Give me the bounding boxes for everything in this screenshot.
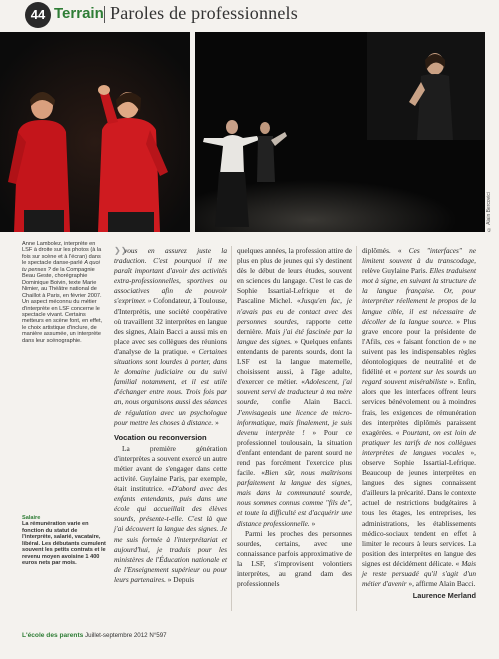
text: ». Enfin, alors que les interfaces offrent leurs services bénévolement ou à moindres frais, les exigences de rémunération des interprètes diplômés paraissent exagérées. « — [362, 377, 476, 437]
paragraph — [237, 246, 352, 529]
paragraph — [114, 444, 227, 585]
magazine-name: L'école des parents — [22, 632, 84, 639]
quote: Elles traduisent mot à signe, en suivant la structure de la langue française. Or, pour interpréter réellement le propos de la langue cible, il est nécessaire de décoller de la langue source. — [362, 266, 476, 326]
quote: Ces "interfaces" ne limitent souvent à du transcodage, — [362, 246, 477, 266]
salary-box — [22, 515, 106, 567]
quote: Pourtant, on est loin de pratiquer les tarifs de nos collègues interprètes de langues vocales — [362, 427, 477, 457]
quote: vous en assurez juste la traduction. C'est pourquoi il me paraît important d'avoir des activités extra-professionnelles, sportives ou associatives afin de pouvoir s'exprimer. » — [114, 246, 227, 306]
column-divider — [231, 246, 232, 611]
page-footer — [22, 632, 167, 639]
text: », observe Sophie Issartial-Lefrique. Beaucoup de jeunes interprètes en langues des signes connaissent d'ailleurs la précarité. Dans le contexte actuel de restrictions budgétaires à tous les étages, les entreprises, les administrations, les établissements médico-sociaux tendent en effet à limiter le recours à leurs services. La position des interprètes en langue des signes est décidément délicate. « — [362, 447, 477, 568]
section-label: Terrain — [54, 5, 104, 22]
salary-box-text: La rémunération varie en fonction du statut de l'interprète, salarié, vacataire, libéral. Les débutants cumulent souvent les petits contrats et le revenu moyen avoisine 1 400 euros nets par mois. — [22, 521, 106, 567]
text: », affirme Alain Bacci. — [406, 579, 476, 589]
caption-text-1: Anne Lambolez, interprète en LSF à droite sur les photos (à la fois sur scène et à l'écran) dans le spectacle danse-parlé — [22, 241, 102, 267]
quote: J'envisageais une licence de micro-informatique, mais finalement, je suis devenu interprète ! — [237, 407, 352, 437]
salary-box-title: Salaire — [22, 515, 41, 521]
paragraph — [362, 246, 476, 589]
caption-show-title: A quoi tu penses ? — [22, 260, 100, 273]
quote: Trois fois par an, nous organisons aussi des séances de régulation avec un psychologue pour mettre les choses à distance. — [114, 387, 227, 427]
text: » — [309, 518, 316, 528]
photo-dancers-red — [0, 32, 190, 232]
text: La première génération d'interprètes a souvent exercé un autre métier avant de s'engager dans cette activité. Guylaine Paris, par exemple, était institutrice. « — [114, 443, 227, 494]
quote: Mais je reste persuadé qu'il s'agit d'un métier d'avenir — [362, 558, 476, 589]
paragraph: Parmi les proches des personnes sourdes, certains, avec une connaissance parfois approximative de la LSF, s'improvisent volontiers interprètes, au grand dam des professionnels — [237, 528, 352, 589]
quote: Certaines situations sont lourdes à porter, dans le domaine judiciaire ou du suivi familial notamment, et il est utile d'échanger entre nous. — [114, 346, 227, 397]
stage-photo-left — [0, 32, 190, 232]
article-column-3 — [362, 246, 476, 601]
text: Cofondateur, à Toulouse, d'Interprétis, une société coopérative où travaillent 32 interprètes en langue des signes, Alain Bacci a aussi mis en place avec ses collègues des réunions d'analyse de la pratique. « — [114, 296, 228, 356]
quote: Bien sûr, nous maîtrisons parfaitement la langue des signes, mais dans la communauté sourde, nous sommes connus comme "fils de", et toute la difficulté est d'acquérir une distance professionnelle. — [237, 468, 352, 528]
paragraph — [114, 246, 227, 428]
text: confie Alain Bacci. — [258, 397, 352, 407]
text: » — [213, 417, 219, 427]
quote: Adolescent, j'ai souvent servi de traducteur à ma mère sourde, — [237, 377, 353, 407]
subheading: Vocation ou reconversion — [114, 432, 207, 442]
quote: D'abord avec des enfants entendants, puis dans une école qui accueillait des élèves sourds, présente-t-elle. C'est là que j'ai découvert la langue des signes. Je me suis formée à l'interprétariat et aujourd'hui, je traduis pour les ministères de l'Éducation nationale et de l'Enseignement supérieur ou pour leurs partenaires. — [114, 484, 228, 584]
article-column-1 — [114, 246, 227, 585]
stage-photo-right — [195, 32, 485, 232]
column-divider — [356, 246, 357, 611]
text: » Plus grave encore pour la présidente de l'Afils, ces « faisant fonction de » ne suivent pas les indispensables règles déontologiques de neutralité et de fidélité et « — [362, 316, 476, 377]
caption-text-2: de la Compagnie Beau Geste, chorégraphie Dominique Boivin, texte Marie Nimier, au Théâtre national de Chaillot à Paris, en février 2007. Un aspect méconnu du métier d'interprète en LSF concerne le spectacle vivant. Certains metteurs en scène font, en effet, le choix artistique d'inclure, de manière assumée, un interprète dans leur scénographie. — [22, 266, 103, 344]
page-number-badge: 44 — [25, 2, 51, 28]
quote: portent sur les sourds un regard souvent misérabiliste — [362, 367, 477, 387]
issue-info: Juillet-septembre 2012 N°597 — [83, 632, 167, 639]
text: rapporte cette dernière. — [237, 316, 352, 336]
photo-stage-screen — [195, 32, 485, 232]
author-signature: Laurence Merland — [412, 591, 476, 601]
page-title: Paroles de professionnels — [110, 3, 298, 23]
text: » Quelques enfants entendants de parents sourds, dont la LSF est la langue maternelle, choisissent aussi, à l'âge adulte, d'exercer ce métier. « — [237, 336, 352, 387]
page-header — [0, 0, 499, 30]
quote: Jusqu'en fac, je n'avais pas eu de contact avec des personnes sourdes, — [237, 296, 353, 326]
text: relève Guylaine Paris. — [362, 266, 430, 276]
quote: Mais j'ai été fascinée par la langue des signes. — [237, 326, 352, 346]
text: » Pour ce professionnel toulousain, la situation d'enfant entendant de parent sourd ne rend pas forcément l'exercice plus facile. « — [237, 427, 353, 478]
quote-continuation-icon: ❯❯ — [114, 246, 128, 255]
text: » Depuis — [165, 574, 195, 584]
article-column-2 — [237, 246, 352, 589]
photo-caption — [22, 241, 106, 344]
text: diplômés. « — [362, 246, 409, 255]
text: quelques années, la profession attire de plus en plus de jeunes qui s'y destinent dès le début de leurs études, souvent en sciences du langage. C'est le cas de Sophie Issartial-Lefrique et de Pascaline Michel. « — [237, 246, 353, 306]
header-divider — [104, 6, 105, 23]
photo-credit: © Alain Bercovici — [486, 192, 492, 232]
